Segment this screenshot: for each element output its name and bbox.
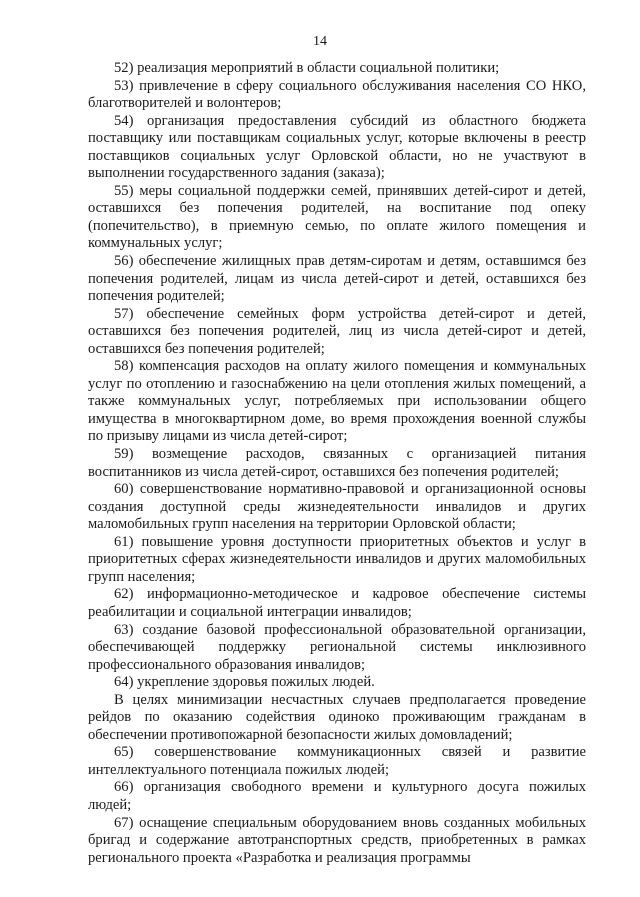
paragraph-64: 64) укрепление здоровья пожилых людей. [114, 674, 375, 691]
paragraph-60: 60) совершенствование нормативно-правовой и организационной основы создания доступной среды жизнедеятельности инвалидов и других маломобильных групп населения на территории Орловской области; [88, 481, 586, 533]
paragraph-57: 57) обеспечение семейных форм устройства детей-сирот и детей, оставшихся без попечения родителей, лиц из числа детей-сирот и детей, оставшихся без попечения родителей; [88, 305, 586, 357]
paragraph-63: 63) создание базовой профессиональной образовательной организации, обеспечивающей поддержку региональной системы инклюзивного профессионального образования инвалидов; [88, 621, 586, 673]
paragraph-53: 53) привлечение в сферу социального обслуживания населения СО НКО, благотворителей и волонтеров; [88, 77, 586, 112]
paragraph-54: 54) организация предоставления субсидий из областного бюджета поставщику или поставщикам социальных услуг, которые включены в реестр поставщиков социальных услуг Орловской области, но не участвуют в выполнении государственного задания (заказа); [88, 112, 586, 182]
paragraph-52: 52) реализация мероприятий в области социальной политики; [114, 60, 500, 76]
paragraph-59: 59) возмещение расходов, связанных с организацией питания воспитанников из числа детей-сирот, оставшихся без попечения родителей; [88, 446, 586, 480]
paragraph-66: 66) организация свободного времени и культурного досуга пожилых людей; [88, 779, 586, 813]
paragraph-61: 61) повышение уровня доступности приоритетных объектов и услуг в приоритетных сферах жизнедеятельности инвалидов и других маломобильных групп населения; [88, 533, 586, 585]
page-number: 14 [313, 34, 327, 49]
paragraph-58: 58) компенсация расходов на оплату жилого помещения и коммунальных услуг по отоплению и газоснабжению на цели отопления жилых помещений, а также коммунальных услуг, потребляемых при использовании общего имущества в многоквартирном доме, во время прохождения военной службы по призыву лицами из числа детей-сирот; [88, 358, 586, 445]
paragraph-67: 67) оснащение специальным оборудованием вновь созданных мобильных бригад и содержание автотранспортных средств, приобретенных в рамках регионального проекта «Разработка и реализация программы [88, 814, 586, 866]
paragraph-62: 62) информационно-методическое и кадровое обеспечение системы реабилитации и социальной интеграции инвалидов; [88, 586, 586, 620]
paragraph-55: 55) меры социальной поддержки семей, принявших детей-сирот и детей, оставшихся без попечения родителей, на воспитание под опеку (попечительство), в приемную семью, по оплате жилого помещения и коммунальных услуг; [88, 182, 586, 252]
document-body [88, 60, 586, 867]
paragraph-fire-safety: В целях минимизации несчастных случаев предполагается проведение рейдов по оказанию содействия одиноко проживающим гражданам в обеспечении противопожарной безопасности жилых домовладений; [88, 691, 586, 743]
paragraph-56: 56) обеспечение жилищных прав детям-сиротам и детям, оставшимся без попечения родителей, лицам из числа детей-сирот и детей, оставшихся без попечения родителей; [88, 253, 586, 305]
paragraph-65: 65) совершенствование коммуникационных связей и развитие интеллектуального потенциала пожилых людей; [88, 744, 586, 778]
